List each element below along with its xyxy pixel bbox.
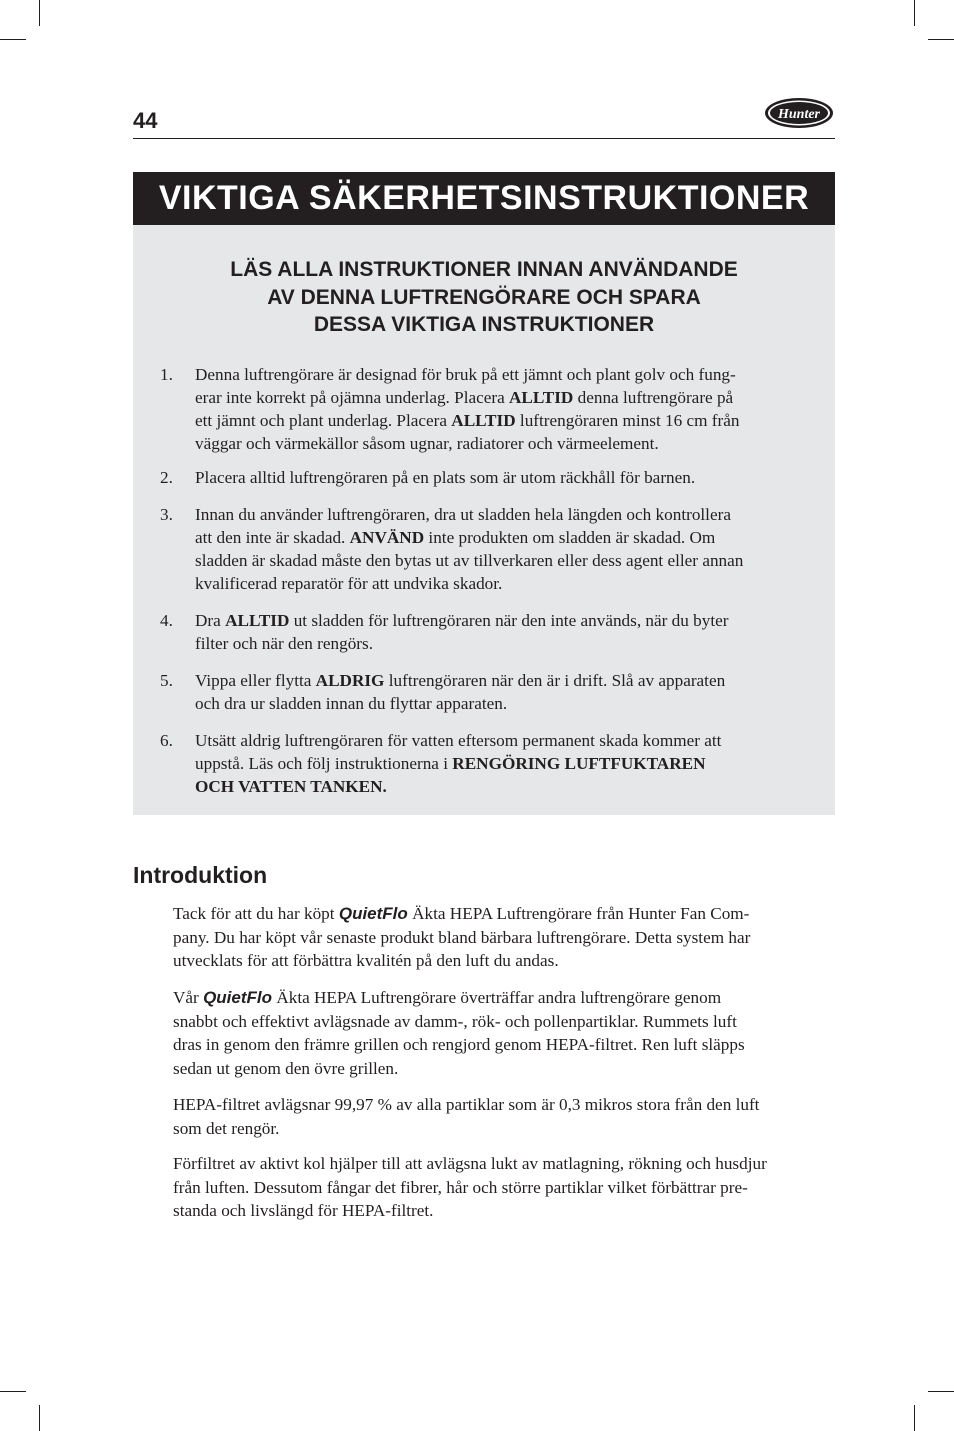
emphasis: ALLTID — [509, 388, 574, 407]
emphasis: ANVÄND — [349, 528, 425, 547]
text-line: Vår QuietFlo Äkta HEPA Luftrengörare överträffar andra luftrengörare genom — [173, 988, 722, 1007]
crop-mark — [39, 1405, 40, 1431]
safety-subtitle-line: DESSA VIKTIGA INSTRUKTIONER — [313, 313, 655, 336]
text-line: standa och livslängd för HEPA-filtret. — [173, 1201, 434, 1220]
safety-item-number: 2. — [160, 468, 173, 487]
text-line: Dra ALLTID ut sladden för luftrengöraren när den inte används, när du byter — [195, 611, 729, 630]
emphasis: ALLTID — [451, 411, 516, 430]
hunter-logo — [763, 95, 835, 131]
text-line: Utsätt aldrig luftrengöraren för vatten eftersom permanent skada kommer att — [195, 731, 722, 750]
safety-subtitle-line: AV DENNA LUFTRENGÖRARE OCH SPARA — [267, 285, 701, 309]
text-line: från luften. Dessutom fångar det fibrer, hår och större partiklar vilket förbättrar pre- — [173, 1177, 748, 1197]
text-line: HEPA-filtret avlägsnar 99,97 % av alla partiklar som är 0,3 mikros stora från den luft — [173, 1095, 760, 1114]
safety-subtitle-line: LÄS ALLA INSTRUKTIONER INNAN ANVÄNDANDE — [230, 258, 738, 281]
crop-mark — [39, 0, 40, 26]
safety-item-number: 6. — [160, 731, 173, 750]
safety-item-text — [195, 669, 820, 715]
crop-mark — [914, 0, 915, 26]
text-line — [195, 775, 820, 798]
text-line: sedan ut genom den övre grillen. — [173, 1058, 399, 1078]
emphasis: RENGÖRING LUFTFUKTAREN — [452, 754, 706, 773]
safety-item-number: 3. — [160, 505, 173, 524]
crop-mark — [928, 1391, 954, 1392]
text-line: erar inte korrekt på ojämna underlag. Placera ALLTID denna luftrengörare på — [195, 388, 734, 407]
intro-paragraph — [173, 1093, 838, 1140]
logo-wordmark: Hunter — [777, 107, 821, 122]
intro-heading: Introduktion — [133, 862, 268, 888]
safety-title-bar — [133, 172, 835, 225]
brand-name: QuietFlo — [203, 988, 273, 1007]
emphasis: ALDRIG — [315, 671, 385, 690]
header-rule — [133, 138, 835, 139]
text-line: och dra ur sladden innan du flyttar apparaten. — [195, 694, 508, 713]
text-line: pany. Du har köpt vår senaste produkt bland bärbara luftrengörare. Detta system har — [173, 927, 751, 947]
intro-paragraph — [173, 902, 838, 973]
safety-item-text — [195, 363, 820, 455]
text-line: dras in genom den främre grillen och rengjord genom HEPA-filtret. Ren luft släpps — [173, 1035, 745, 1054]
safety-item-text — [195, 609, 820, 655]
brand-name: QuietFlo — [338, 904, 408, 923]
text-line: att den inte är skadad. ANVÄND inte produkten om sladden är skadad. Om — [195, 528, 716, 547]
safety-item-text — [195, 503, 820, 595]
text-line: Vippa eller flytta ALDRIG luftrengöraren när den är i drift. Slå av apparaten — [195, 671, 726, 690]
page-number: 44 — [133, 108, 158, 133]
text-line: Tack för att du har köpt QuietFlo Äkta HEPA Luftrengörare från Hunter Fan Com- — [173, 904, 750, 923]
crop-mark — [0, 39, 26, 40]
text-line: uppstå. Läs och följ instruktionerna i RENGÖRING LUFTFUKTAREN — [195, 754, 706, 773]
emphasis: ALLTID — [225, 611, 290, 630]
intro-paragraph — [173, 1152, 838, 1223]
safety-title: VIKTIGA SÄKERHETSINSTRUKTIONER — [158, 179, 810, 217]
text-line: som det rengör. — [173, 1118, 280, 1138]
safety-item-number: 5. — [160, 671, 173, 690]
crop-mark — [914, 1405, 915, 1431]
text-line: snabbt och effektivt avlägsnade av damm-, rök- och pollenpartiklar. Rummets luft — [173, 1011, 737, 1031]
text-line: Förfiltret av aktivt kol hjälper till att avlägsna lukt av matlagning, rökning och husdjur — [173, 1154, 767, 1173]
emphasis: OCH VATTEN TANKEN. — [195, 777, 387, 796]
text-line: Denna luftrengörare är designad för bruk på ett jämnt och plant golv och fung- — [195, 365, 736, 384]
text-line: utvecklats för att förbättra kvalitén på den luft du andas. — [173, 951, 559, 970]
text-line: Placera alltid luftrengöraren på en plats som är utom räckhåll för barnen. — [195, 468, 696, 487]
text-line: kvalificerad reparatör för att undvika skador. — [195, 574, 503, 593]
text-line: Innan du använder luftrengöraren, dra ut sladden hela längden och kontrollera — [195, 505, 731, 524]
safety-item-number: 4. — [160, 611, 173, 630]
safety-item-number: 1. — [160, 365, 173, 384]
crop-mark — [0, 1391, 26, 1392]
text-line: sladden är skadad måste den bytas ut av tillverkaren eller dess agent eller annan — [195, 551, 744, 570]
safety-item-text — [195, 729, 820, 798]
safety-subtitle — [133, 256, 835, 339]
text-line: filter och när den rengörs. — [195, 634, 374, 653]
text-line: ett jämnt och plant underlag. Placera ALLTID luftrengöraren minst 16 cm från — [195, 411, 740, 430]
safety-item-text — [195, 466, 820, 489]
crop-mark — [928, 39, 954, 40]
intro-paragraph — [173, 986, 838, 1080]
safety-instructions-box — [133, 172, 835, 815]
text-line: väggar och värmekällor såsom ugnar, radiatorer och värmeelement. — [195, 434, 659, 453]
